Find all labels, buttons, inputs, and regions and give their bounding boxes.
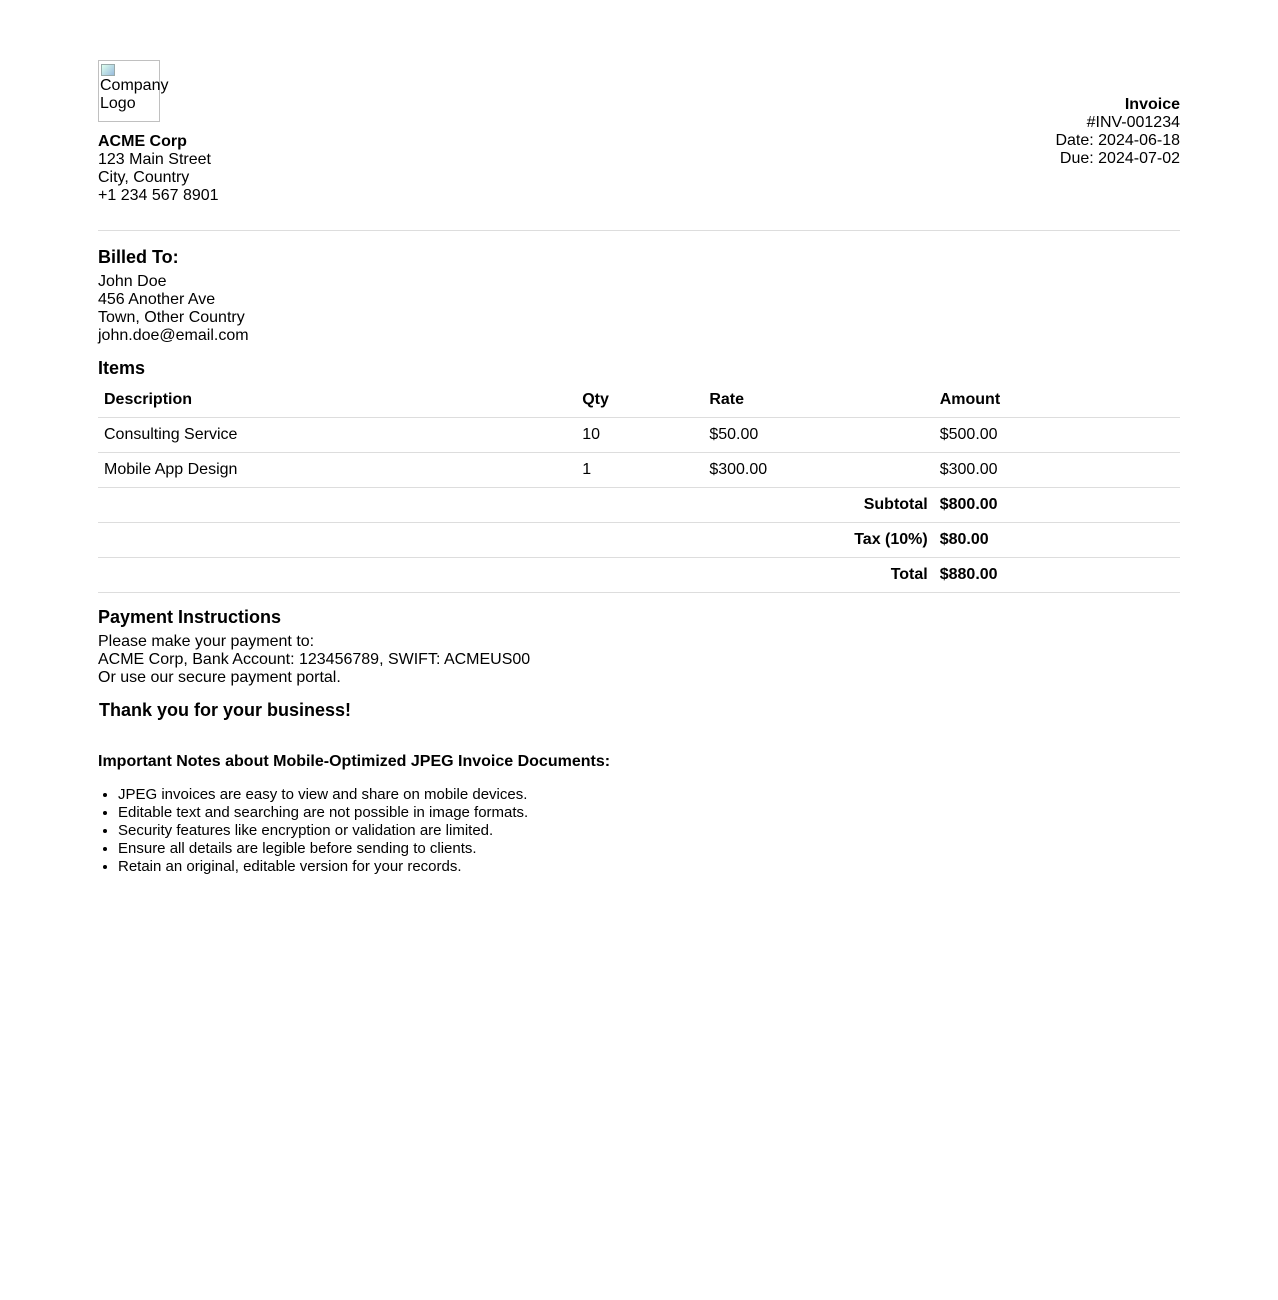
list-item: • Retain an original, editable version for your records. <box>118 858 610 876</box>
notes-section <box>98 753 610 876</box>
items-title: Items <box>98 358 146 378</box>
tax-label: Tax (10%) <box>98 523 934 558</box>
billed-name: John Doe <box>98 273 167 290</box>
column-header-description: Description <box>98 383 576 418</box>
item-qty: 1 <box>576 453 703 488</box>
table-row <box>98 453 1180 488</box>
company-logo <box>98 60 169 122</box>
company-info <box>98 133 219 205</box>
table-row <box>98 418 1180 453</box>
invoice-page <box>98 60 1180 875</box>
total-row <box>98 558 1180 593</box>
item-amount: $300.00 <box>934 453 1180 488</box>
company-name: ACME Corp <box>98 133 187 150</box>
total-value: $880.00 <box>934 558 1180 593</box>
payment-instructions <box>98 607 530 687</box>
column-header-amount: Amount <box>934 383 1180 418</box>
company-address-line-1: 123 Main Street <box>98 151 211 168</box>
header-divider <box>98 230 1180 231</box>
subtotal-value: $800.00 <box>934 488 1180 523</box>
billed-email: john.doe@email.com <box>98 327 249 344</box>
total-label: Total <box>98 558 934 593</box>
billed-address-line-1: 456 Another Ave <box>98 291 216 308</box>
item-qty: 10 <box>576 418 703 453</box>
company-phone: +1 234 567 8901 <box>98 187 219 204</box>
payment-line-1: Please make your payment to: <box>98 633 315 650</box>
tax-row <box>98 523 1180 558</box>
list-item: • Ensure all details are legible before sending to clients. <box>118 840 610 858</box>
billed-to-section <box>98 247 249 345</box>
column-header-qty: Qty <box>576 383 703 418</box>
invoice-label: Invoice <box>1124 96 1180 113</box>
item-description: Mobile App Design <box>98 453 576 488</box>
billed-address-line-2: Town, Other Country <box>98 309 245 326</box>
list-item: • Editable text and searching are not possible in image formats. <box>118 804 610 822</box>
payment-title: Payment Instructions <box>98 607 282 627</box>
invoice-date: Date: 2024-06-18 <box>1055 132 1180 149</box>
notes-title: Important Notes about Mobile-Optimized JPEG Invoice Documents: <box>98 753 611 770</box>
broken-image-icon <box>101 64 115 76</box>
item-amount: $500.00 <box>934 418 1180 453</box>
items-header-row <box>98 383 1180 418</box>
invoice-number: #INV-001234 <box>1086 114 1180 131</box>
list-item: • Security features like encryption or validation are limited. <box>118 822 610 840</box>
item-description: Consulting Service <box>98 418 576 453</box>
item-rate: $50.00 <box>703 418 933 453</box>
payment-line-3: Or use our secure payment portal. <box>98 669 341 686</box>
thank-you-message: Thank you for your business! <box>99 700 352 720</box>
invoice-due-date: Due: 2024-07-02 <box>1059 150 1180 167</box>
billed-to-title: Billed To: <box>98 247 179 267</box>
invoice-header <box>98 60 1180 206</box>
company-logo-alt-text: Company Logo <box>100 77 169 112</box>
items-table <box>98 383 1180 593</box>
payment-line-2: ACME Corp, Bank Account: 123456789, SWIFT: ACMEUS00 <box>98 651 531 668</box>
tax-value: $80.00 <box>934 523 1180 558</box>
list-item: • JPEG invoices are easy to view and share on mobile devices. <box>118 786 610 804</box>
invoice-meta <box>1055 96 1180 168</box>
item-rate: $300.00 <box>703 453 933 488</box>
column-header-rate: Rate <box>703 383 933 418</box>
subtotal-row <box>98 488 1180 523</box>
company-address-line-2: City, Country <box>98 169 190 186</box>
notes-list <box>98 786 610 876</box>
subtotal-label: Subtotal <box>98 488 934 523</box>
